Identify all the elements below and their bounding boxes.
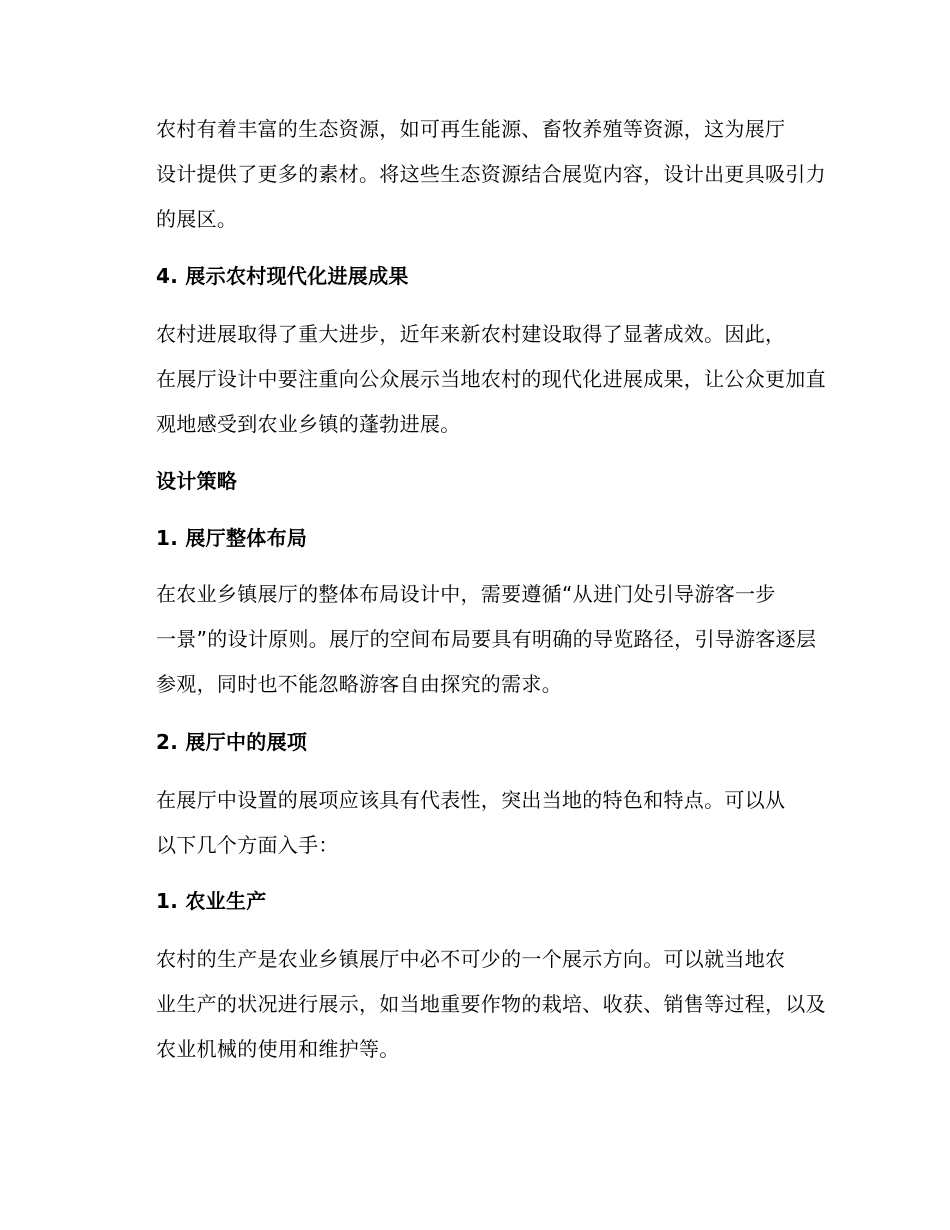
paragraph-eco-resources xyxy=(113,107,833,242)
heading-agricultural-production: 1. 农业生产 xyxy=(156,889,267,913)
paragraph-line: 一景”的设计原则。展厅的空间布局要具有明确的导览路径，引导游客逐层 xyxy=(156,627,817,651)
heading-design-strategy: 设计策略 xyxy=(156,469,238,493)
paragraph-line: 农业机械的使用和维护等。 xyxy=(156,1037,400,1061)
paragraph-line: 以下几个方面入手： xyxy=(156,833,339,857)
paragraph-line: 业生产的状况进行展示，如当地重要作物的栽培、收获、销售等过程，以及 xyxy=(156,992,826,1016)
paragraph-line: 农村的生产是农业乡镇展厅中必不可少的一个展示方向。可以就当地农 xyxy=(156,947,786,971)
paragraph-line: 在展厅中设置的展项应该具有代表性，突出当地的特色和特点。可以从 xyxy=(156,788,786,812)
heading-modernization: 4. 展示农村现代化进展成果 xyxy=(156,264,409,288)
heading-overall-layout: 1. 展厅整体布局 xyxy=(156,526,308,550)
paragraph-line: 参观，同时也不能忽略游客自由探究的需求。 xyxy=(156,672,562,696)
heading-exhibits: 2. 展厅中的展项 xyxy=(156,730,308,754)
paragraph-line: 农村进展取得了重大进步，近年来新农村建设取得了显著成效。因此， xyxy=(156,322,786,346)
paragraph-line: 的展区。 xyxy=(156,207,238,231)
paragraph-line: 在展厅设计中要注重向公众展示当地农村的现代化进展成果，让公众更加直 xyxy=(156,367,826,391)
paragraph-line: 观地感受到农业乡镇的蓬勃进展。 xyxy=(156,412,461,436)
paragraph-overall-layout xyxy=(113,572,833,707)
paragraph-modernization xyxy=(113,312,833,447)
paragraph-line: 在农业乡镇展厅的整体布局设计中，需要遵循“从进门处引导游客一步 xyxy=(156,582,776,606)
paragraph-line: 设计提供了更多的素材。将这些生态资源结合展览内容，设计出更具吸引力 xyxy=(156,162,826,186)
paragraph-exhibits xyxy=(113,778,833,868)
paragraph-agricultural-production xyxy=(113,937,833,1072)
paragraph-line: 农村有着丰富的生态资源，如可再生能源、畜牧养殖等资源，这为展厅 xyxy=(156,117,786,141)
